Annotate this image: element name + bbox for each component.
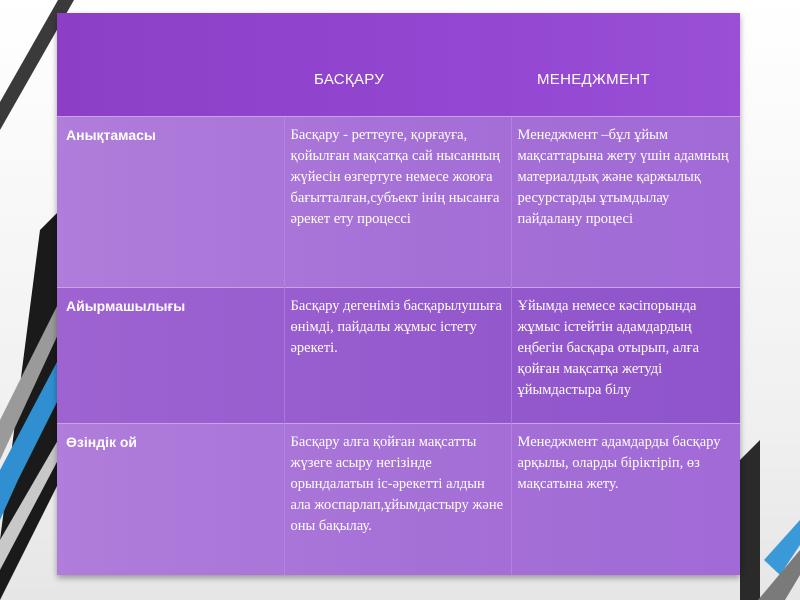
row-label: Анықтамасы — [57, 116, 284, 287]
table-row — [57, 287, 740, 423]
row-label: Айырмашылығы — [57, 287, 284, 423]
decor-stripe-right-dark — [740, 440, 760, 600]
management-cell: Ұйымда немесе кәсіпорында жұмыс істейтін адамдардың еңбегін басқара отырып, алға қойған мақсатқа жетуді ұйымдастыра білу — [511, 287, 740, 423]
header-empty-cell — [57, 13, 284, 116]
comparison-table-container — [57, 13, 740, 575]
table-row — [57, 116, 740, 287]
header-baskaru: БАСҚАРУ — [314, 71, 385, 88]
baskaru-cell: Басқару дегеніміз басқарылушыға өнімді, пайдалы жұмыс істету әрекеті. — [284, 287, 511, 423]
baskaru-cell: Басқару алға қойған мақсатты жүзеге асыру негізінде орындалатын іс-әрекетті алдын ала жоспарлап,ұйымдастыру және оны бақылау. — [284, 423, 511, 575]
table-header-row — [57, 13, 740, 116]
management-cell: Менеджмент –бұл ұйым мақсаттарына жету үшін адамның материалдық және қаржылық ресурстарды ұтымдылау пайдалану процесі — [511, 116, 740, 287]
table-row — [57, 423, 740, 575]
management-cell: Менеджмент адамдарды басқару арқылы, оларды біріктіріп, өз мақсатына жету. — [511, 423, 740, 575]
comparison-table — [57, 13, 740, 575]
header-management: МЕНЕДЖМЕНТ — [537, 71, 650, 88]
baskaru-cell: Басқару - реттеуге, қорғауға, қойылған мақсатқа сай нысанның жүйесін өзгертуге немесе жоюға бағытталған,субъект інің нысанға әрекет ету процессі — [284, 116, 511, 287]
row-label: Өзіндік ой — [57, 423, 284, 575]
